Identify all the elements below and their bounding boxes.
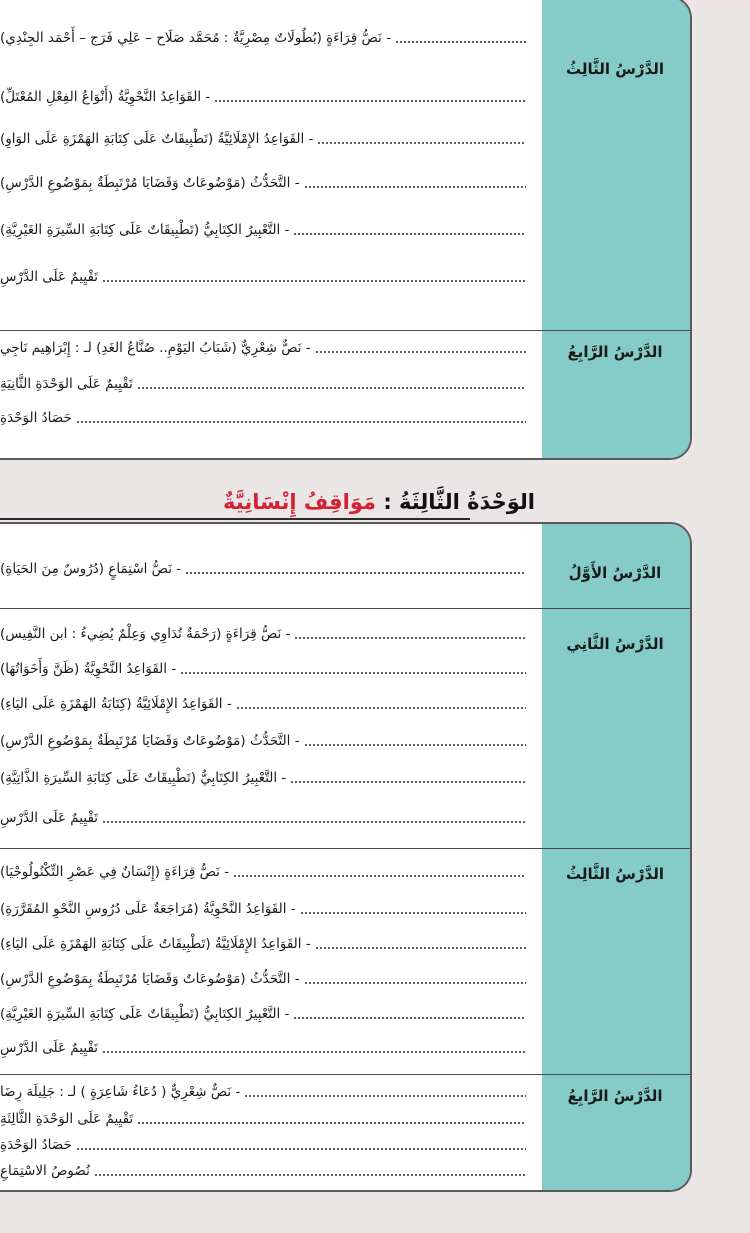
list-item	[0, 691, 530, 717]
item-text: حَصَادُ الوَحْدَةِ	[0, 410, 72, 426]
list-item	[0, 335, 530, 361]
list-item	[0, 805, 530, 831]
item-text: - القَوَاعِدُ الإِمْلَائِيَّةُ (كِتَابَةُ الهَمْزَةِ عَلَى اليَاءِ)	[0, 696, 232, 712]
item-text: - نَصٌّ شِعْرِيٌّ (شَبَابُ اليَوْمِ.. صُنَّاعُ الغَدِ) لـ : إِبْرَاهِيم نَاجِي	[0, 340, 311, 356]
list-item	[0, 1158, 530, 1184]
dotted-line	[214, 100, 526, 102]
lesson-row-second	[0, 608, 690, 849]
item-text: - التَّعْبِيرُ الكِتَابِيُّ (تَطْبِيقَاتٌ عَلَى كِتَابَةِ السِّيرَةِ الغَيْرِيَّةِ)	[0, 1006, 290, 1022]
list-item	[0, 25, 530, 51]
list-item	[0, 371, 530, 397]
dotted-line	[315, 947, 526, 949]
dotted-line	[290, 781, 526, 783]
item-text: - القَوَاعِدُ الإِمْلَائِيَّةُ (تَطْبِيقَاتٌ عَلَى كِتَابَةِ الهَمْزَةِ عَلَى الوَاوِ)	[0, 131, 314, 147]
unit-three-table	[0, 522, 692, 1192]
item-text: - التَّعْبِيرُ الكِتَابِيُّ (تَطْبِيقَاتٌ عَلَى كِتَابَةِ السِّيرَةِ الذَّاتِيَّةِ)	[0, 770, 287, 786]
dotted-line	[304, 982, 526, 984]
list-item	[0, 621, 530, 647]
lesson-title: الدَّرْسُ الرَّابِعُ	[567, 1087, 663, 1105]
lesson-row-third	[0, 0, 690, 330]
lesson-title: الدَّرْسُ الثَّالِثُ	[565, 865, 665, 883]
list-item	[0, 170, 530, 196]
item-text: - القَوَاعِدُ النَّحْوِيَّةُ (ظَنَّ وَأَخَوَاتُهَا)	[0, 661, 177, 677]
dotted-line	[236, 707, 526, 709]
item-text: تَقْيِيمٌ عَلَى الوَحْدَةِ الثَّانِيَةِ	[0, 376, 133, 392]
dotted-line	[102, 280, 526, 282]
dotted-line	[293, 233, 526, 235]
list-item	[0, 217, 530, 243]
lesson-row-fourth	[0, 1074, 690, 1191]
unit-title	[223, 490, 535, 514]
dotted-line	[293, 1017, 526, 1019]
lesson-title: الدَّرْسُ الثَّانِي	[566, 635, 664, 653]
list-item	[0, 84, 530, 110]
item-text: - القَوَاعِدُ النَّحْوِيَّةُ (مُرَاجَعَةٌ عَلَى دُرُوسِ النَّحْوِ المُقَرَّرَةِ)	[0, 901, 296, 917]
unit-label: الوَحْدَةُ الثَّالِثَةُ :	[383, 490, 535, 514]
dotted-line	[76, 1148, 526, 1150]
list-item	[0, 1079, 530, 1105]
dotted-line	[317, 142, 526, 144]
lesson-row-fourth	[0, 330, 690, 459]
list-item	[0, 859, 530, 885]
list-item	[0, 264, 530, 290]
item-text: - نَصٌّ شِعْرِيٌّ ( دُعَاءُ شَاعِرَةٍ ) لـ : جَلِيلَة رِضَا	[0, 1084, 241, 1100]
item-text: - نَصُّ قِرَاءَةٍ (رَحْمَةٌ تُدَاوِي وَعِلْمٌ يُضِيءُ : ابن النَّفِيس)	[0, 626, 291, 642]
dotted-line	[102, 1051, 526, 1053]
unit-two-table	[0, 0, 692, 460]
list-item	[0, 656, 530, 682]
list-item	[0, 1001, 530, 1027]
list-item	[0, 1106, 530, 1132]
item-text: - التَّحَدُّثُ (مَوْضُوعَاتٌ وَقَضَايَا مُرْتَبِطَةٌ بِمَوْضُوعِ الدَّرْسِ)	[0, 175, 300, 191]
list-item	[0, 896, 530, 922]
dotted-line	[395, 41, 526, 43]
dotted-line	[300, 912, 526, 914]
lesson-title: الدَّرْسُ الثَّالِثُ	[565, 60, 665, 78]
lesson-row-third	[0, 848, 690, 1075]
dotted-line	[76, 421, 526, 423]
dotted-line	[94, 1174, 526, 1176]
item-text: تَقْيِيمٌ عَلَى الوَحْدَةِ الثَّالِثَةِ	[0, 1111, 134, 1127]
item-text: تَقْيِيمٌ عَلَى الدَّرْسِ	[0, 269, 99, 285]
list-item	[0, 405, 530, 431]
list-item	[0, 966, 530, 992]
item-text: حَصَادُ الوَحْدَةِ	[0, 1137, 72, 1153]
dotted-line	[294, 637, 526, 639]
list-item	[0, 556, 530, 582]
unit-name: مَوَاقِفُ إِنْسَانِيَّةٌ	[223, 490, 377, 514]
dotted-line	[137, 387, 526, 389]
list-item	[0, 1035, 530, 1061]
list-item	[0, 765, 530, 791]
dotted-line	[233, 875, 526, 877]
dotted-line	[180, 672, 526, 674]
item-text: - نَصُّ قِرَاءَةٍ (بُطُولَاتٌ مِصْرِيَّةٌ : مُحَمَّد صَلَاح – عَلِي فَرَج – أَحْمَد الجِنْدِي)	[0, 30, 391, 46]
lesson-title: الدَّرْسُ الرَّابِعُ	[567, 343, 663, 361]
item-text: تَقْيِيمٌ عَلَى الدَّرْسِ	[0, 810, 99, 826]
lesson-title: الدَّرْسُ الأَوَّلُ	[568, 564, 662, 582]
list-item	[0, 1132, 530, 1158]
item-text: - القَوَاعِدُ النَّحْوِيَّةُ (أَنْوَاعُ الفِعْلِ المُعْتَلِّ)	[0, 89, 211, 105]
dotted-line	[304, 744, 526, 746]
lesson-row-first	[0, 524, 690, 608]
list-item	[0, 728, 530, 754]
dotted-line	[137, 1122, 526, 1124]
dotted-line	[102, 821, 526, 823]
item-text: - القَوَاعِدُ الإِمْلَائِيَّةُ (تَطْبِيقَاتٌ عَلَى كِتَابَةِ الهَمْزَةِ عَلَى اليَاءِ)	[0, 936, 311, 952]
heading-rule	[0, 518, 470, 520]
list-item	[0, 931, 530, 957]
item-text: - نَصُّ قِرَاءَةٍ (إِنْسَانٌ فِي عَصْرِ التِّكْنُولُوجْيَا)	[0, 864, 230, 880]
dotted-line	[185, 572, 526, 574]
item-text: نُصُوصُ الاسْتِمَاعِ	[0, 1163, 90, 1179]
list-item	[0, 126, 530, 152]
dotted-line	[244, 1095, 526, 1097]
dotted-line	[315, 351, 526, 353]
item-text: - نَصُّ اسْتِمَاعٍ (دُرُوسٌ مِنَ الحَيَاةِ)	[0, 561, 182, 577]
item-text: - التَّعْبِيرُ الكِتَابِيُّ (تَطْبِيقَاتٌ عَلَى كِتَابَةِ السِّيرَةِ الغَيْرِيَّةِ)	[0, 222, 290, 238]
item-text: - التَّحَدُّثُ (مَوْضُوعَاتٌ وَقَضَايَا مُرْتَبِطَةٌ بِمَوْضُوعِ الدَّرْسِ)	[0, 733, 300, 749]
item-text: - التَّحَدُّثُ (مَوْضُوعَاتٌ وَقَضَايَا مُرْتَبِطَةٌ بِمَوْضُوعِ الدَّرْسِ)	[0, 971, 300, 987]
item-text: تَقْيِيمٌ عَلَى الدَّرْسِ	[0, 1040, 99, 1056]
dotted-line	[304, 186, 526, 188]
